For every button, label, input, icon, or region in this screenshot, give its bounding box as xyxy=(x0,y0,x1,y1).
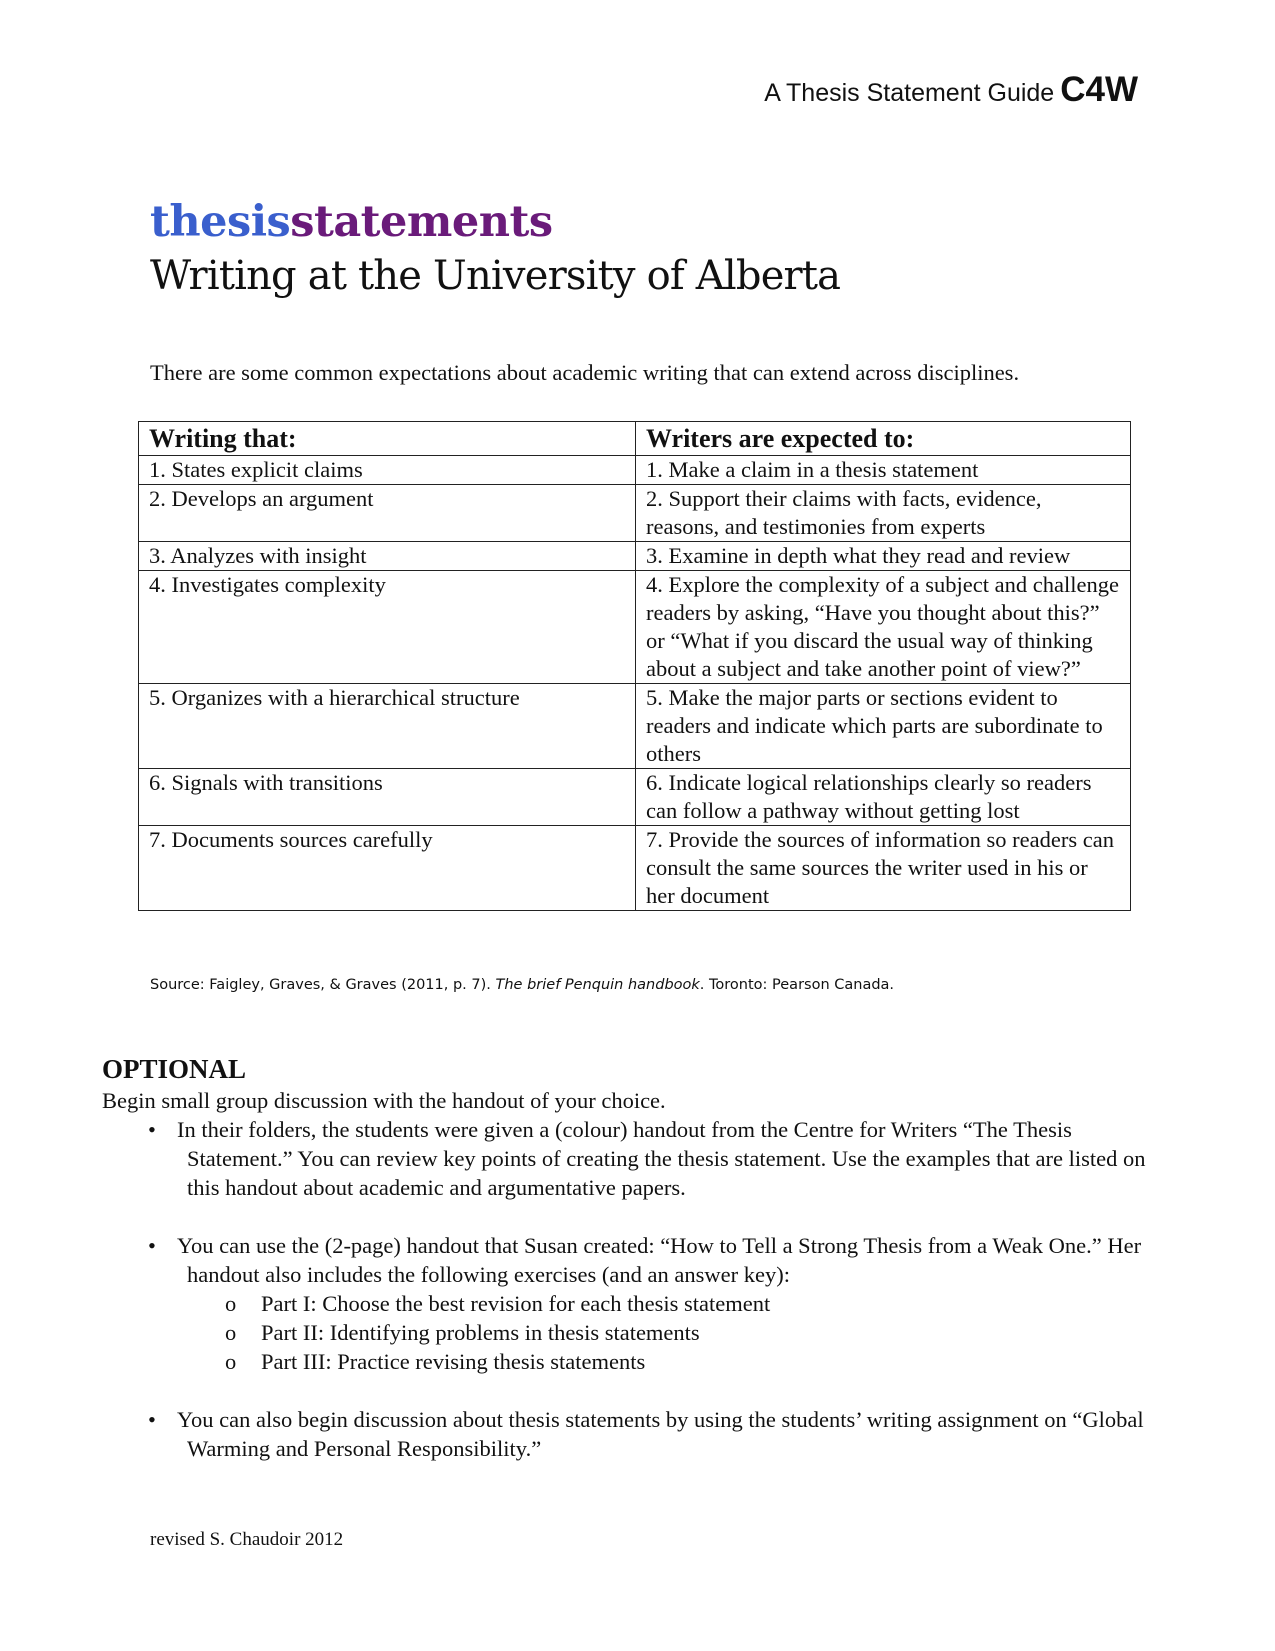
optional-section xyxy=(102,1052,1182,1463)
table-row xyxy=(139,485,1131,542)
bullet-item xyxy=(102,1231,1182,1289)
bullet-item xyxy=(102,1115,1182,1202)
optional-heading: OPTIONAL xyxy=(102,1054,247,1084)
document-subtitle: Writing at the University of Alberta xyxy=(150,253,841,299)
expectation-cell: 3. Examine in depth what they read and review xyxy=(636,542,1131,571)
expectation-cell: 5. Make the major parts or sections evident to readers and indicate which parts are subordinate to others xyxy=(636,684,1131,769)
bullet-icon: • xyxy=(148,1233,156,1258)
table-row xyxy=(139,684,1131,769)
bullet-text: You can also begin discussion about thesis statements by using the students’ writing assignment on “Global Warming and Personal Responsibility.” xyxy=(177,1407,1144,1461)
table-header-row xyxy=(139,422,1131,456)
expectation-cell: 7. Provide the sources of information so readers can consult the same sources the writer used in his or her document xyxy=(636,826,1131,911)
source-citation xyxy=(150,977,894,993)
optional-lead: Begin small group discussion with the handout of your choice. xyxy=(102,1088,666,1113)
sub-item xyxy=(102,1318,1182,1347)
sub-item-text: Part III: Practice revising thesis statements xyxy=(261,1349,646,1374)
expectation-cell: 4. Explore the complexity of a subject and challenge readers by asking, “Have you thought about this?” or “What if you discard the usual way of thinking about a subject and take another point of view?” xyxy=(636,571,1131,684)
table-row xyxy=(139,456,1131,485)
writing-cell: 2. Develops an argument xyxy=(139,485,636,542)
writing-cell: 6. Signals with transitions xyxy=(139,769,636,826)
intro-paragraph: There are some common expectations about academic writing that can extend across disciplines. xyxy=(150,360,1020,385)
writing-cell: 1. States explicit claims xyxy=(139,456,636,485)
revision-footer: revised S. Chaudoir 2012 xyxy=(150,1529,344,1550)
document-title xyxy=(150,196,840,248)
title-part-thesis: thesis xyxy=(150,197,291,247)
bullet-text: You can use the (2-page) handout that Susan created: “How to Tell a Strong Thesis from a Weak One.” Her handout also includes the following exercises (and an answer key): xyxy=(177,1233,1142,1287)
table-row xyxy=(139,542,1131,571)
title-block xyxy=(150,196,840,304)
guide-title: A Thesis Statement Guide xyxy=(764,79,1055,107)
writing-cell: 3. Analyzes with insight xyxy=(139,542,636,571)
page-header xyxy=(764,70,1138,110)
guide-code: C4W xyxy=(1060,70,1138,109)
writing-cell: 5. Organizes with a hierarchical structure xyxy=(139,684,636,769)
citation-prefix: Source: Faigley, Graves, & Graves (2011, p. 7). xyxy=(150,977,496,993)
table-row xyxy=(139,826,1131,911)
citation-book-title: The brief Penquin handbook xyxy=(495,977,700,993)
circle-bullet-icon: o xyxy=(225,1349,237,1374)
citation-suffix: . Toronto: Pearson Canada. xyxy=(699,977,895,993)
writing-cell: 4. Investigates complexity xyxy=(139,571,636,684)
circle-bullet-icon: o xyxy=(225,1291,237,1316)
expectation-cell: 2. Support their claims with facts, evidence, reasons, and testimonies from experts xyxy=(636,485,1131,542)
sub-item xyxy=(102,1289,1182,1318)
bullet-text: In their folders, the students were given a (colour) handout from the Centre for Writers “The Thesis Statement.” You can review key points of creating the thesis statement. Use the examples that are listed on this handout about academic and argumentative papers. xyxy=(177,1117,1146,1200)
header-writing-that: Writing that: xyxy=(139,422,636,456)
bullet-icon: • xyxy=(148,1117,156,1142)
bullet-item xyxy=(102,1405,1182,1463)
expectation-cell: 1. Make a claim in a thesis statement xyxy=(636,456,1131,485)
table-row xyxy=(139,769,1131,826)
writing-cell: 7. Documents sources carefully xyxy=(139,826,636,911)
sub-item xyxy=(102,1347,1182,1376)
table-row xyxy=(139,571,1131,684)
title-part-statements: statements xyxy=(290,197,553,247)
sub-item-text: Part II: Identifying problems in thesis statements xyxy=(261,1320,700,1345)
circle-bullet-icon: o xyxy=(225,1320,237,1345)
bullet-icon: • xyxy=(148,1407,156,1432)
expectations-table xyxy=(138,421,1131,911)
header-writers-expected: Writers are expected to: xyxy=(636,422,1131,456)
expectation-cell: 6. Indicate logical relationships clearly so readers can follow a pathway without getting lost xyxy=(636,769,1131,826)
sub-item-text: Part I: Choose the best revision for each thesis statement xyxy=(261,1291,771,1316)
